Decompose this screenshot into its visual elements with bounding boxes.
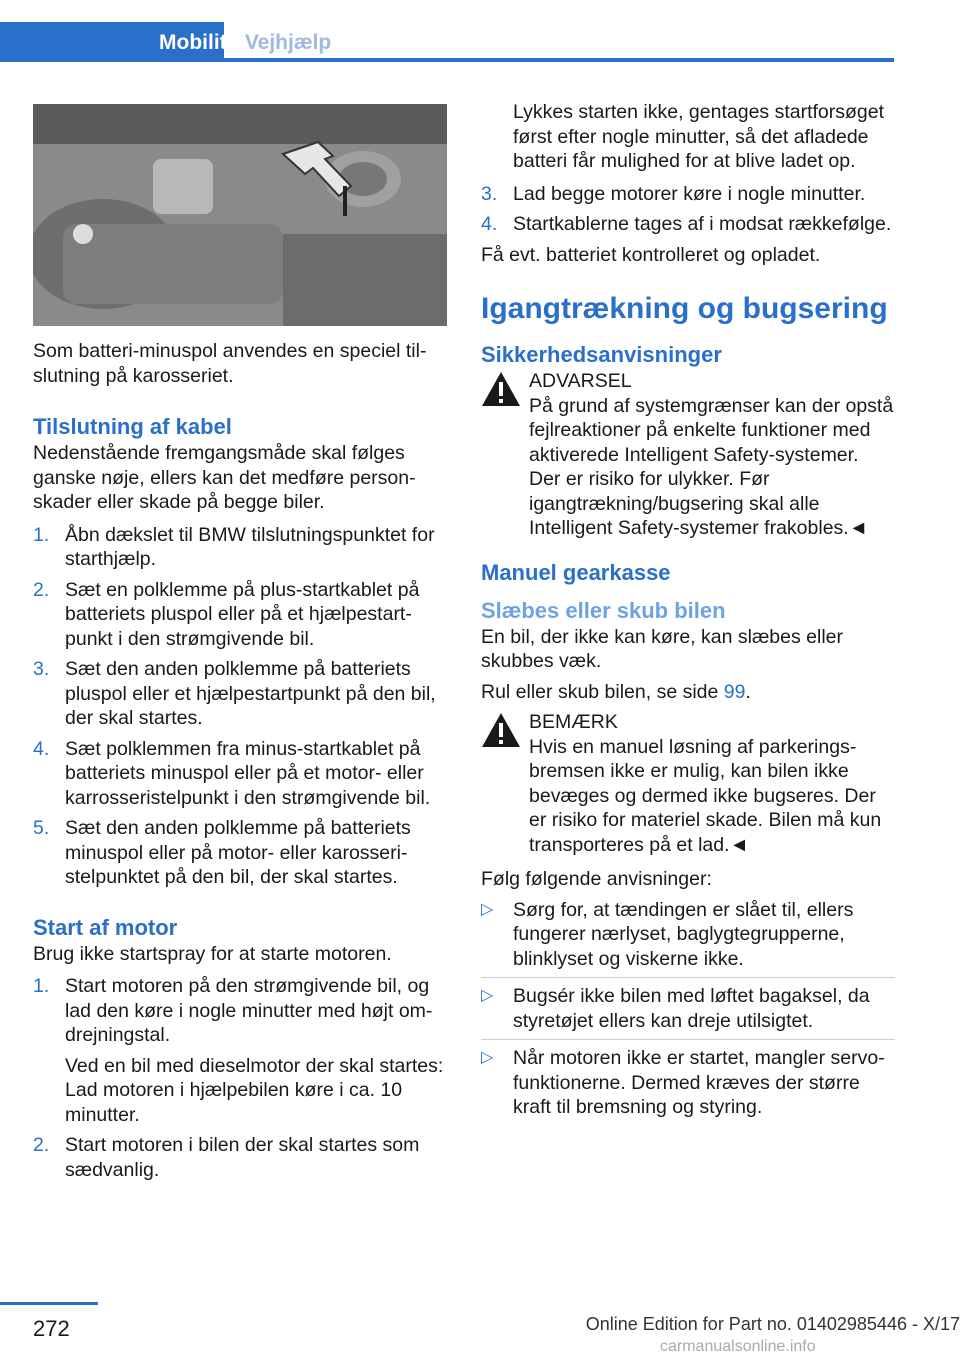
list-item: 3. Sæt den anden polklemme på batteriets pluspol eller et hjælpestartpunkt på den bil, der skal startes. [33, 658, 436, 729]
list-item: 4. Startkablerne tages af i modsat rækkefølge. [481, 213, 892, 235]
heading-tilslutning: Tilslutning af kabel [33, 414, 232, 439]
header-tabs [0, 0, 894, 62]
heading-start-af-motor: Start af motor [33, 914, 178, 940]
list-item: ▷ Sørg for, at tændingen er slået til, ellers fungerer nærlyset, baglygtegrupperne, blinklyset og viskerne ikke. [481, 898, 895, 979]
heading-igangtraekning: Igangtrækning og bugsering [481, 292, 888, 325]
page-link[interactable]: 99 [723, 680, 746, 703]
list-item: 2. Sæt en polklemme på plus-startkablet på batteriets pluspol eller på et hjælpestartpunkt i den strømgivende bil. [33, 578, 420, 650]
engine-bay-illustration [33, 104, 447, 326]
section1-intro: Nedenstående fremgangsmåde skal følges ganske nøje, ellers kan det medføre personskader eller skade på begge biler. [33, 442, 416, 513]
triangle-bullet-icon: ▷ [481, 987, 494, 1004]
tab-underline [0, 58, 894, 62]
section2-steps [33, 974, 448, 1182]
list-item: 5. Sæt den anden polklemme på batteriets minuspol eller på motor- eller karosseristelpunktet på den bil, der skal startes. [33, 817, 411, 888]
engine-bay-photo [33, 104, 447, 326]
tab-vejhjaelp[interactable]: Vejhjælp [244, 31, 332, 54]
triangle-bullet-icon: ▷ [481, 900, 494, 918]
photo-caption: Som batteri-minuspol anvendes en speciel tilslutning på karosseriet. [33, 340, 427, 387]
warning-body: Hvis en manuel løsning af parkeringsbremsen ikke er mulig, kan bilen ikke bevæges og dermed ikke bugseres. Der er risiko for materiel skade. Bilen må kun transporteres på et lad.◄ [529, 735, 882, 856]
warning-bemaerk [481, 710, 895, 857]
page-reference: Rul eller skub bilen, se side 99. [481, 680, 751, 703]
warning-label: BEMÆRK [529, 711, 618, 733]
warning-triangle-icon [481, 371, 521, 407]
list-item: ▷ Bugsér ikke bilen med løftet bagaksel, da styretøjet ellers kan dreje utilsigtet. [481, 984, 895, 1040]
watermark: carmanualsonline.info [660, 1338, 816, 1355]
follow-instructions: Følg følgende anvisninger: [481, 868, 712, 890]
tow-text: En bil, der ikke kan køre, kan slæbes eller skubbes væk. [481, 625, 843, 672]
list-item: 1. Start motoren på den strømgivende bil, og lad den køre i nogle minutter med højt omdrejningstal. Ved en bil med dieselmotor der skal startes: Lad motoren i hjælpebilen køre i ca. 10 minutter. [33, 974, 448, 1127]
edition-text: Online Edition for Part no. 01402985446 - X/17 [585, 1314, 960, 1334]
section1-steps [33, 523, 448, 890]
step1-extra: Ved en bil med dieselmotor der skal startes: Lad motoren i hjælpebilen køre i ca. 10 minutter. [65, 1054, 444, 1126]
list-item: 3. Lad begge motorer køre i nogle minutter. [481, 182, 866, 205]
heading-slaebes: Slæbes eller skub bilen [481, 597, 726, 623]
warning-triangle-icon [481, 712, 521, 748]
page-number: 272 [33, 1316, 70, 1341]
list-item: 4. Sæt polklemmen fra minus-startkablet på batteriets minuspol eller på et motor- eller karrosseristelpunkt i den strømgivende bil. [33, 737, 431, 809]
heading-sikkerhed: Sikkerhedsanvisninger [481, 342, 722, 367]
list-item: 2. Start motoren i bilen der skal startes som sædvanlig. [33, 1134, 420, 1181]
section2-intro: Brug ikke startspray for at starte motoren. [33, 942, 392, 965]
right-column [481, 100, 895, 1130]
list-item: ▷ Når motoren ikke er startet, mangler servofunktionerne. Dermed kræves der større kraft til bremsning og styring. [481, 1047, 885, 1118]
list-item: 1. Åbn dækslet til BMW tilslutningspunktet for starthjælp. [33, 523, 435, 570]
triangle-bullet-icon: ▷ [481, 1049, 494, 1066]
warning-label: ADVARSEL [529, 370, 632, 392]
instruction-bullets [481, 898, 895, 1126]
tab-mobilitet[interactable]: Mobilitet [0, 22, 224, 58]
step2-continuation: Lykkes starten ikke, gentages startforsøget først efter nogle minutter, så det afladede batteri får mulighed for at blive ladet op. [513, 101, 885, 172]
warning-body: På grund af systemgrænser kan der opstå fejlreaktioner på enkelte funktioner med aktiverede Intelligent Safety-systemer. Der er risiko for ulykker. Før igangtrækning/bugsering skal alle Intelligent Safety-systemer frakobles.◄ [529, 394, 894, 539]
left-column [33, 339, 448, 1188]
right-steps [481, 182, 895, 237]
heading-manuel-gearkasse: Manuel gearkasse [481, 559, 671, 585]
battery-check-text: Få evt. batteriet kontrolleret og opladet. [481, 243, 821, 266]
warning-advarsel [481, 369, 895, 541]
page-number-rule [0, 1302, 98, 1305]
